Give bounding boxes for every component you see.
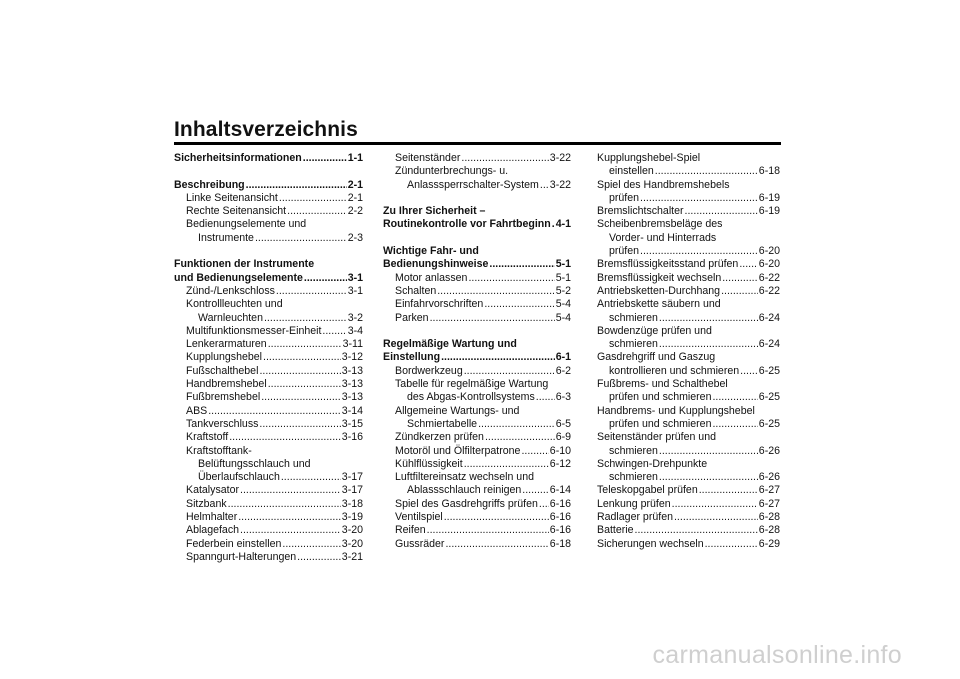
toc-page-number: 3-22 [549,152,571,164]
toc-entry[interactable] [174,484,363,497]
toc-page-number: 3-19 [341,511,363,524]
toc-leader-dots [276,285,347,298]
toc-entry[interactable] [383,445,571,458]
toc-entry-line: Kraftstofftank- [186,444,252,457]
toc-entry[interactable] [174,312,363,325]
toc-page-number: 6-25 [758,391,780,404]
toc-entry-line: Tabelle für regelmäßige Wartung [395,378,549,391]
toc-page-number: 3-13 [341,378,363,391]
toc-page-number: 3-11 [342,338,363,351]
toc-entry[interactable] [174,538,363,551]
toc-entry-line: Bedienungselemente und [186,218,307,231]
toc-entry[interactable] [383,391,571,404]
toc-page-number: 5-1 [555,258,571,271]
toc-leader-dots [437,285,554,298]
toc-page-number: 1-1 [347,152,363,164]
toc-spacer [383,325,571,338]
toc-entry[interactable] [174,285,363,298]
toc-page-number: 3-13 [341,364,363,377]
toc-page-number: 2-3 [347,231,363,244]
toc-entry-label: Radlager prüfen [597,511,673,524]
toc-entry[interactable] [174,405,363,418]
toc-entry-label: Katalysator [186,484,239,497]
toc-entry-label: Gussräder [395,537,445,550]
toc-entry-label: und Bedienungselemente [174,271,303,284]
toc-leader-dots [238,511,341,524]
toc-entry-label: Lenkerarmaturen [186,338,267,351]
toc-entry-label: schmieren [609,471,658,484]
toc-entry[interactable] [174,205,363,218]
toc-entry[interactable] [383,418,571,431]
toc-entry[interactable] [174,351,363,364]
toc-entry-line: Allgemeine Wartungs- und [395,404,520,417]
toc-entry-label: Federbein einstellen [186,537,282,550]
toc-entry-label: Tankverschluss [186,417,259,430]
toc-entry[interactable] [174,232,363,245]
toc-page-number: 3-22 [549,178,571,191]
toc-entry-label: Teleskopgabel prüfen [597,484,698,497]
toc-page-number: 6-1 [555,351,571,364]
toc-leader-dots [539,498,549,511]
toc-page-number: 3-1 [347,284,363,297]
toc-spacer [383,232,571,245]
toc-page-number: 6-18 [549,537,571,550]
toc-entry[interactable] [383,431,571,444]
toc-entry-label: Ablagefach [186,524,240,537]
toc-leader-dots [655,165,758,178]
toc-entry-label: Helmhalter [186,511,238,524]
toc-entry[interactable] [174,498,363,511]
toc-entry-label: Bremslichtschalter [597,205,684,218]
toc-leader-dots [522,484,549,497]
toc-leader-dots [268,378,341,391]
toc-entry-label: Kupplungshebel [186,351,262,364]
toc-entry[interactable] [174,272,363,285]
toc-entry-label: Seitenständer [395,152,461,164]
toc-entry[interactable] [174,338,363,351]
toc-leader-dots [739,258,757,271]
toc-entry-line: Kupplungshebel-Spiel [597,152,701,164]
toc-leader-dots [659,312,758,325]
toc-entry-label: Spiel des Gasdrehgriffs prüfen [395,497,538,510]
toc-page-number: 6-14 [549,484,571,497]
toc-entry[interactable] [383,524,571,537]
toc-leader-dots [521,445,548,458]
toc-leader-dots [240,524,341,537]
toc-entry-line: Regelmäßige Wartung und [383,338,517,351]
toc-entry-label: Antriebsketten-Durchhang [597,284,721,297]
toc-entry-label: Ablassschlauch reinigen [407,484,522,497]
toc-leader-dots [281,471,341,484]
toc-page-number: 3-18 [341,497,363,510]
toc-entry-label: Reifen [395,524,426,537]
toc-entry-label: Einstellung [383,351,441,364]
toc-entry-label: schmieren [609,444,658,457]
toc-entry-label: Bremsflüssigkeit wechseln [597,271,722,284]
toc-page-number: 6-20 [758,258,780,271]
title-rule [174,142,781,145]
toc-entry[interactable] [383,179,571,192]
toc-page-number: 3-1 [347,271,363,284]
toc-entry-line: Kontrollleuchten und [186,298,283,311]
toc-leader-dots [303,152,347,165]
toc-entry-line: Fußbrems- und Schalthebel [597,378,728,391]
toc-entry-line: Spiel des Handbremshebels [597,178,730,191]
toc-leader-dots [464,365,555,378]
toc-leader-dots [640,192,758,205]
toc-leader-dots [264,312,347,325]
toc-leader-dots [721,285,758,298]
toc-page-number: 3-20 [341,537,363,550]
toc-entry-label: Kühlflüssigkeit [395,457,463,470]
toc-page-number: 6-20 [758,245,780,258]
toc-entry[interactable] [597,312,780,325]
toc-leader-dots [536,391,555,404]
toc-page-number: 6-5 [555,417,571,430]
toc-entry[interactable] [597,471,780,484]
toc-entry[interactable] [597,538,780,551]
toc-leader-dots [255,232,347,245]
toc-entry-label: Routinekontrolle vor Fahrtbeginn [383,218,551,231]
toc-leader-dots [464,458,549,471]
toc-entry[interactable] [174,511,363,524]
toc-page-number: 3-2 [347,311,363,324]
toc-entry-label: Kraftstoff [186,431,229,444]
toc-entry[interactable] [597,418,780,431]
toc-leader-dots [263,351,341,364]
toc-entry-label: prüfen und schmieren [609,391,712,404]
toc-page-number: 3-21 [341,550,363,563]
toc-leader-dots [461,152,548,165]
toc-entry-label: prüfen [609,245,640,258]
toc-leader-dots [672,498,758,511]
toc-page-number: 6-2 [555,364,571,377]
toc-page-number: 6-24 [758,338,780,351]
toc-entry[interactable] [174,551,363,564]
toc-page-number: 6-29 [758,537,780,550]
toc-leader-dots [282,538,340,551]
toc-leader-dots [740,365,758,378]
toc-entry[interactable] [597,258,780,271]
toc-entry[interactable] [174,431,363,444]
toc-page-number: 3-20 [341,524,363,537]
toc-leader-dots [259,365,340,378]
toc-entry[interactable] [383,285,571,298]
toc-leader-dots [699,484,758,497]
toc-entry[interactable] [597,338,780,351]
toc-leader-dots [659,445,758,458]
toc-leader-dots [229,431,341,444]
toc-entry-label: prüfen [609,191,640,204]
toc-entry-label: Anlasssperrschalter-System [407,178,539,191]
toc-entry[interactable] [174,325,363,338]
toc-leader-dots [659,338,758,351]
toc-page-number: 6-25 [758,417,780,430]
toc-entry[interactable] [383,351,571,364]
toc-page-number: 6-27 [758,497,780,510]
toc-spacer [174,245,363,258]
toc-entry-line: Belüftungsschlauch und [198,457,311,470]
toc-entry[interactable] [174,471,363,484]
toc-leader-dots [685,205,758,218]
toc-leader-dots [635,524,758,537]
toc-entry[interactable] [383,365,571,378]
toc-entry-label: Lenkung prüfen [597,497,671,510]
toc-entry-label: Bordwerkzeug [395,364,463,377]
toc-page-number: 6-28 [758,524,780,537]
toc-entry[interactable] [383,258,571,271]
toc-entry[interactable] [597,165,780,178]
toc-column-1 [174,152,363,564]
toc-leader-dots [441,351,555,364]
toc-page-number: 6-26 [758,471,780,484]
toc-entry[interactable] [597,391,780,404]
toc-entry-label: Ventilspiel [395,511,443,524]
toc-leader-dots [279,192,347,205]
toc-leader-dots [430,312,555,325]
toc-entry-label: Sitzbank [186,497,227,510]
toc-column-2 [383,152,571,551]
toc-page-number: 5-4 [555,298,571,311]
toc-entry-label: Einfahrvorschriften [395,298,484,311]
toc-leader-dots [246,179,347,192]
toc-page-number: 6-16 [549,524,571,537]
toc-page-number: 5-2 [555,284,571,297]
toc-entry-label: schmieren [609,311,658,324]
toc-entry[interactable] [383,152,571,165]
toc-page-number: 6-16 [549,497,571,510]
toc-entry[interactable] [383,218,571,231]
toc-page-number: 6-12 [549,457,571,470]
toc-entry-line: Seitenständer prüfen und [597,431,716,444]
toc-leader-dots [468,272,554,285]
toc-entry-label: Sicherheitsinformationen [174,152,302,164]
toc-entry-label: Schalten [395,284,437,297]
toc-spacer [174,165,363,178]
toc-leader-dots [444,511,549,524]
toc-page-number: 6-25 [758,364,780,377]
toc-leader-dots [485,431,555,444]
toc-page-number: 3-17 [341,471,363,484]
toc-entry-line: Zündunterbrechungs- u. [395,165,509,178]
toc-leader-dots [427,524,549,537]
toc-column-3 [597,152,780,551]
toc-leader-dots [712,391,757,404]
toc-entry-line: Handbrems- und Kupplungshebel [597,404,755,417]
toc-entry-label: Bedienungshinweise [383,258,489,271]
toc-page-number: 3-17 [341,484,363,497]
toc-leader-dots [712,418,757,431]
toc-entry-label: Zünd-/Lenkschloss [186,284,275,297]
toc-entry-line: Bowdenzüge prüfen und [597,324,712,337]
toc-page-number: 3-13 [341,391,363,404]
toc-entry[interactable] [174,524,363,537]
toc-page-number: 6-19 [758,191,780,204]
toc-entry[interactable] [174,391,363,404]
toc-page-number: 2-2 [347,205,363,218]
page-title: Inhaltsverzeichnis [174,118,358,141]
toc-entry-label: Rechte Seitenansicht [186,205,287,218]
toc-leader-dots [322,325,346,338]
toc-entry-label: Motor anlassen [395,271,468,284]
toc-entry-line: Zu Ihrer Sicherheit – [383,205,486,218]
toc-entry-label: Fußschalthebel [186,364,259,377]
toc-leader-dots [722,272,758,285]
toc-leader-dots [259,418,340,431]
toc-entry-label: prüfen und schmieren [609,417,712,430]
toc-entry[interactable] [383,538,571,551]
toc-entry-label: Linke Seitenansicht [186,191,278,204]
toc-page-number: 5-1 [555,271,571,284]
toc-leader-dots [674,511,758,524]
toc-entry-label: des Abgas-Kontrollsystems [407,391,535,404]
toc-leader-dots [304,272,347,285]
toc-entry-label: Sicherungen wechseln [597,537,704,550]
toc-leader-dots [552,218,555,231]
toc-entry[interactable] [383,458,571,471]
toc-leader-dots [208,405,341,418]
toc-entry-label: Beschreibung [174,178,245,191]
toc-leader-dots [228,498,341,511]
toc-entry[interactable] [597,205,780,218]
toc-entry[interactable] [597,524,780,537]
toc-leader-dots [705,538,758,551]
toc-page-number: 3-4 [347,324,363,337]
toc-entry[interactable] [597,365,780,378]
toc-entry-line: Gasdrehgriff und Gaszug [597,351,716,364]
toc-page-number: 4-1 [555,218,571,231]
toc-page-number: 6-18 [758,165,780,178]
toc-entry[interactable] [383,498,571,511]
toc-leader-dots [297,551,341,564]
watermark: carmanualsonline.info [652,641,902,669]
toc-entry[interactable] [597,245,780,258]
toc-entry[interactable] [383,484,571,497]
toc-entry-line: Wichtige Fahr- und [383,245,479,258]
toc-entry-label: Batterie [597,524,634,537]
toc-entry[interactable] [383,511,571,524]
toc-leader-dots [240,484,341,497]
toc-page-number: 6-3 [555,391,571,404]
toc-entry-label: Warnleuchten [198,311,263,324]
toc-entry[interactable] [383,298,571,311]
toc-page-number: 6-22 [758,271,780,284]
toc-entry-label: ABS [186,404,208,417]
toc-page-number: 3-14 [341,404,363,417]
toc-entry-label: Instrumente [198,231,254,244]
toc-entry[interactable] [597,445,780,458]
toc-entry-line: Schwingen-Drehpunkte [597,457,708,470]
toc-leader-dots [540,179,549,192]
toc-page-number: 6-24 [758,311,780,324]
toc-entry-label: Schmiertabelle [407,417,478,430]
toc-page-number: 6-9 [555,431,571,444]
toc-entry-label: Motoröl und Ölfilterpatrone [395,444,521,457]
toc-entry-label: Überlaufschlauch [198,471,280,484]
toc-entry[interactable] [174,179,363,192]
toc-entry[interactable] [174,365,363,378]
toc-leader-dots [640,245,758,258]
toc-entry-label: Handbremshebel [186,378,267,391]
toc-page-number: 6-27 [758,484,780,497]
toc-page-number: 2-1 [347,191,363,204]
toc-leader-dots [478,418,555,431]
toc-entry[interactable] [174,418,363,431]
toc-entry-line: Vorder- und Hinterrads [609,231,717,244]
toc-entry[interactable] [597,511,780,524]
toc-page-number: 6-28 [758,511,780,524]
toc-entry[interactable] [597,498,780,511]
toc-leader-dots [489,258,554,271]
toc-entry-label: Fußbremshebel [186,391,261,404]
toc-entry-label: Multifunktionsmesser-Einheit [186,324,322,337]
toc-entry[interactable] [597,192,780,205]
toc-page-number: 6-22 [758,284,780,297]
toc-entry[interactable] [174,152,363,165]
toc-entry[interactable] [597,285,780,298]
toc-entry-label: Zündkerzen prüfen [395,431,484,444]
toc-entry[interactable] [383,312,571,325]
toc-leader-dots [268,338,342,351]
toc-page-number: 2-1 [347,178,363,191]
toc-entry-label: kontrollieren und schmieren [609,364,740,377]
toc-leader-dots [261,391,341,404]
toc-page-number: 3-16 [341,431,363,444]
toc-entry-label: einstellen [609,165,654,178]
toc-entry-line: Scheibenbremsbeläge des [597,218,723,231]
toc-entry-line: Funktionen der Instrumente [174,258,315,271]
toc-leader-dots [445,538,548,551]
toc-entry[interactable] [597,484,780,497]
toc-page-number: 6-26 [758,444,780,457]
toc-entry[interactable] [597,272,780,285]
toc-page-number: 3-15 [341,417,363,430]
toc-leader-dots [484,298,554,311]
toc-leader-dots [287,205,347,218]
toc-page-number: 6-10 [549,444,571,457]
toc-entry-line: Luftfiltereinsatz wechseln und [395,471,534,484]
toc-page-number: 6-19 [758,205,780,218]
toc-entry-line: Antriebskette säubern und [597,298,721,311]
toc-entry-label: Bremsflüssigkeitsstand prüfen [597,258,739,271]
toc-page-number: 6-16 [549,511,571,524]
toc-page-number: 5-4 [555,311,571,324]
toc-entry[interactable] [174,192,363,205]
toc-entry-label: Spanngurt-Halterungen [186,550,297,563]
toc-entry[interactable] [383,272,571,285]
toc-leader-dots [659,471,758,484]
toc-entry-label: schmieren [609,338,658,351]
toc-spacer [383,192,571,205]
toc-page-number: 3-12 [341,351,363,364]
toc-entry[interactable] [174,378,363,391]
toc-entry-label: Parken [395,311,429,324]
